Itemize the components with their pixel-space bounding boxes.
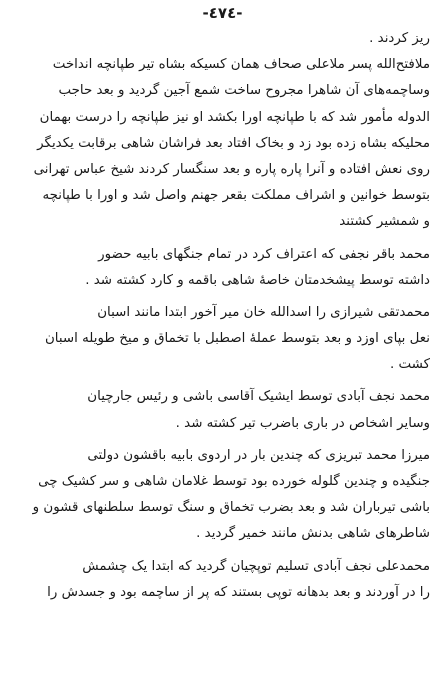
text-line: وسایر اشخاص در باری باضرب تیر کشته شد . <box>175 415 430 431</box>
text-line: را در آوردند و بعد بدهانه توپی بستند که پر از ساچمه بود و جسدش را <box>47 584 430 600</box>
paragraph <box>18 443 430 548</box>
text-line: الدوله مأمور شد که با طپانچه اورا بکشد او نیز طپانچه را درست بهمان <box>39 109 430 125</box>
text-line: محمد باقر نجفی که اعتراف کرد در تمام جنگهای بابیه حضور <box>98 246 430 262</box>
text-line: نعل بپای اوزد و بعد بتوسط عملهٔ اصطبل با تخماق و میخ طویله اسبان <box>44 331 430 347</box>
body-text <box>18 26 430 606</box>
text-line: شاطرهای شاهی بدنش مانند خمیر گردید . <box>196 526 430 542</box>
text-line: جنگیده و چندین گلوله خورده بود توسط غلامان شاهی و سر کشیک چی <box>38 474 430 489</box>
text-line: و شمشیر کشتند <box>339 214 430 230</box>
text-line: ملافتح‌الله پسر ملاعلی صحاف همان کسیکه بشاه تیر طپانچه انداخت <box>52 57 430 73</box>
text-line: محمدعلی نجف آبادی تسلیم توپچیان گردید که ابتدا یک چشمش <box>82 558 430 574</box>
text-line: روی نعش افتاده و آنرا پاره پاره و بعد سنگسار کردند شیخ عباس تهرانی <box>33 161 430 177</box>
text-line: بتوسط خوانین و اشراف مملکت بقعر جهنم واصل شد و اورا با طپانچه <box>42 188 430 204</box>
page-number: -٤٧٤- <box>202 4 243 22</box>
paragraph <box>18 242 430 294</box>
text-line: محمدتقی شیرازی را اسدالله خان میر آخور ابتدا مانند اسبان <box>97 304 430 320</box>
paragraph <box>18 300 430 379</box>
text-line: داشته توسط پیشخدمتان خاصهٔ شاهی باقمه و کارد کشته شد . <box>85 272 430 288</box>
paragraph <box>18 554 430 606</box>
text-line: وساچمه‌های آن شاهرا مجروح ساخت شمع آجین گردید و بعد حاجب <box>58 83 430 99</box>
text-line: محلیکه بشاه زده بود زد و بخاک افتاد بعد فراشان شاهی برقابت یکدیگر <box>37 135 430 151</box>
paragraph <box>18 52 430 235</box>
text-line: محمد نجف آبادی توسط ایشیک آقاسی باشی و رئیس جارچیان <box>87 389 430 405</box>
paragraph <box>18 384 430 436</box>
text-line: میرزا محمد تبریزی که چندین بار در اردوی بابیه باقشون دولتی <box>87 447 430 463</box>
text-line: باشی تیرباران شد و بعد بضرب تخماق و سنگ توسط سلطنهای قشون و <box>32 500 430 516</box>
paragraph <box>18 26 430 52</box>
text-line: کشت . <box>390 357 430 373</box>
text-line: ریز کردند . <box>369 31 430 46</box>
